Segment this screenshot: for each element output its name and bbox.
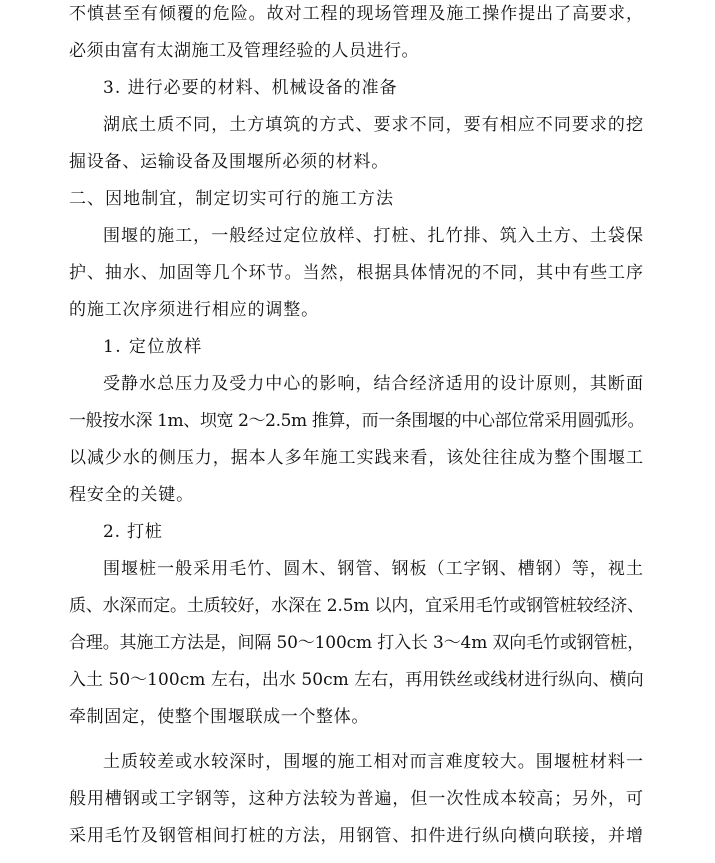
text-line: 受静水总压力及受力中心的影响，结合经济适用的设计原则，其断面: [103, 374, 644, 394]
section-heading: 1. 定位放样: [103, 337, 203, 357]
text-line: 围堰的施工，一般经过定位放样、打桩、扎竹排、筑入土方、土袋保: [103, 226, 644, 246]
text-line: 入土 50～100cm 左右，出水 50cm 左右，再用铁丝或线材进行纵向、横向: [69, 670, 644, 690]
text-line: 牵制固定，使整个围堰联成一个整体。: [69, 707, 369, 727]
text-line: 围堰桩一般采用毛竹、圆木、钢管、钢板（工字钢、槽钢）等，视土: [103, 559, 644, 579]
section-heading: 二、因地制宜，制定切实可行的施工方法: [69, 189, 394, 209]
text-line: 必须由富有太湖施工及管理经验的人员进行。: [69, 41, 419, 61]
text-line: 护、抽水、加固等几个环节。当然，根据具体情况的不同，其中有些工序: [69, 263, 644, 283]
text-line: 以减少水的侧压力，据本人多年施工实践来看，该处往往成为整个围堰工: [69, 448, 644, 468]
text-line: 一般按水深 1m、坝宽 2～2.5m 推算，而一条围堰的中心部位常采用圆弧形。: [69, 411, 645, 431]
section-heading: 3. 进行必要的材料、机械设备的准备: [103, 78, 398, 98]
section-heading: 2. 打桩: [103, 522, 163, 542]
text-line: 质、水深而定。土质较好，水深在 2.5m 以内，宜采用毛竹或钢管桩较经济、: [69, 596, 644, 616]
text-line: 的施工次序须进行相应的调整。: [69, 300, 319, 320]
text-line: 掘设备、运输设备及围堰所必须的材料。: [69, 152, 389, 172]
text-line: 合理。其施工方法是，间隔 50～100cm 打入长 3～4m 双向毛竹或钢管桩，: [69, 633, 645, 653]
text-line: 土质较差或水较深时，围堰的施工相对而言难度较大。围堰桩材料一: [103, 752, 644, 772]
text-line: 采用毛竹及钢管相间打桩的方法，用钢管、扣件进行纵向横向联接，并增: [69, 826, 644, 846]
text-line: 不慎甚至有倾覆的危险。故对工程的现场管理及施工操作提出了高要求，: [69, 4, 644, 24]
text-line: 湖底土质不同，土方填筑的方式、要求不同，要有相应不同要求的挖: [103, 115, 644, 135]
text-line: 程安全的关键。: [69, 485, 194, 505]
text-line: 般用槽钢或工字钢等，这种方法较为普遍，但一次性成本较高；另外，可: [69, 789, 644, 809]
